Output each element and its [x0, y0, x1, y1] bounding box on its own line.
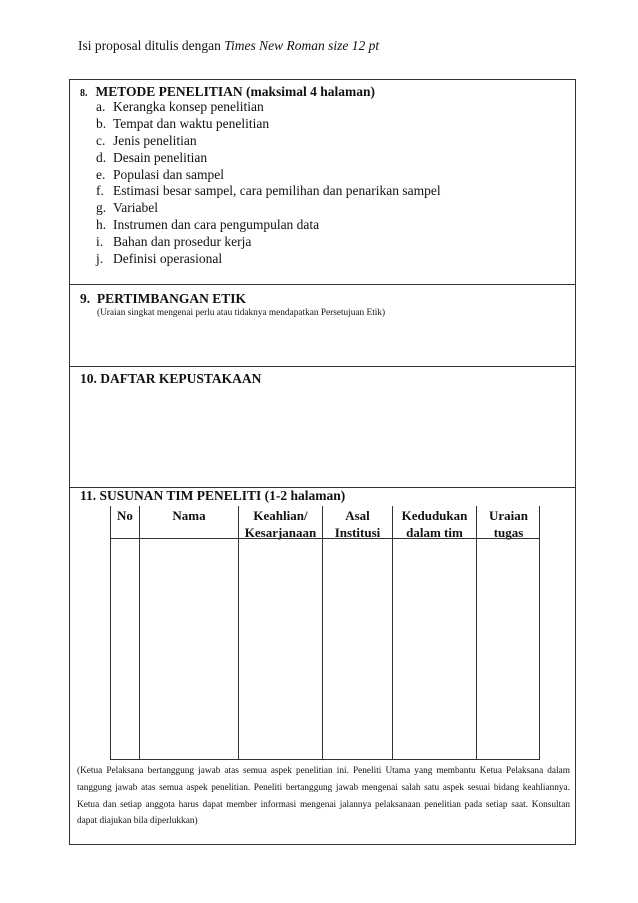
table-column-kedudukan — [392, 506, 476, 760]
table-column-nama — [139, 506, 238, 760]
team-table — [110, 506, 540, 760]
section-pertimbangan-etik — [70, 285, 575, 367]
table-header-divider — [110, 538, 540, 539]
table-column-uraian-tugas — [476, 506, 540, 760]
section-8-heading: METODE PENELITIAN (maksimal 4 halaman) — [95, 84, 376, 99]
table-header-cell: Uraian tugas — [489, 508, 528, 540]
table-header-cell: Nama — [172, 508, 206, 523]
list-item: g. Variabel — [96, 200, 158, 216]
list-item: i. Bahan dan prosedur kerja — [96, 234, 252, 250]
header-font-spec: Times New Roman size 12 pt — [224, 38, 380, 53]
section-9-note: (Uraian singkat mengenai perlu atau tidaknya mendapatkan Persetujuan Etik) — [97, 308, 386, 318]
section-10-title: 10. DAFTAR KEPUSTAKAAN — [80, 371, 262, 386]
section-11-title: 11. SUSUNAN TIM PENELITI (1-2 halaman) — [80, 488, 346, 503]
list-item: f. Estimasi besar sampel, cara pemilihan dan penarikan sampel — [96, 183, 441, 199]
table-column-keahlian — [238, 506, 322, 760]
section-8-title — [80, 84, 375, 100]
list-item: d. Desain penelitian — [96, 149, 208, 165]
table-column-asal-institusi — [322, 506, 392, 760]
list-item: e. Populasi dan sampel — [96, 166, 224, 182]
table-header-cell: Kedudukan dalam tim — [401, 508, 468, 540]
list-item: j. Definisi operasional — [96, 251, 223, 267]
table-header-cell: Asal Institusi — [334, 508, 381, 540]
metode-list — [96, 99, 441, 268]
table-header-cell: Keahlian/ Kesarjanaan — [244, 508, 317, 540]
proposal-form-frame — [69, 79, 576, 845]
list-item: b. Tempat dan waktu penelitian — [96, 115, 270, 131]
table-bottom-border — [110, 759, 540, 760]
table-column-no — [110, 506, 139, 760]
section-11-note: (Ketua Pelaksana bertanggung jawab atas semua aspek penelitian ini. Peneliti Utama yang membantu Ketua Pelaksana dalam tanggung jawab atas semua aspek penelitian. Peneliti bertanggung jawab mengenai salah satu aspek sesuai bidang keahliannya. Ketua dan setiap anggota harus dapat member informasi mengenai jalannya pelaksanaan penelitian pada setiap saat. Konsultan dapat diajukan bila diperlukkan) — [77, 766, 570, 827]
page-header — [78, 38, 379, 54]
header-text: Isi proposal ditulis dengan — [78, 38, 221, 53]
table-header-cell: No — [117, 508, 133, 523]
section-daftar-kepustakaan — [70, 367, 575, 488]
section-8-number: 8. — [80, 88, 88, 99]
list-item: a. Kerangka konsep penelitian — [96, 99, 264, 114]
section-susunan-tim — [70, 488, 575, 844]
section-metode-penelitian — [70, 80, 575, 285]
section-9-title: 9. PERTIMBANGAN ETIK — [80, 291, 247, 306]
list-item: c. Jenis penelitian — [96, 132, 197, 148]
table-right-border — [539, 506, 540, 760]
list-item: h. Instrumen dan cara pengumpulan data — [96, 217, 320, 233]
